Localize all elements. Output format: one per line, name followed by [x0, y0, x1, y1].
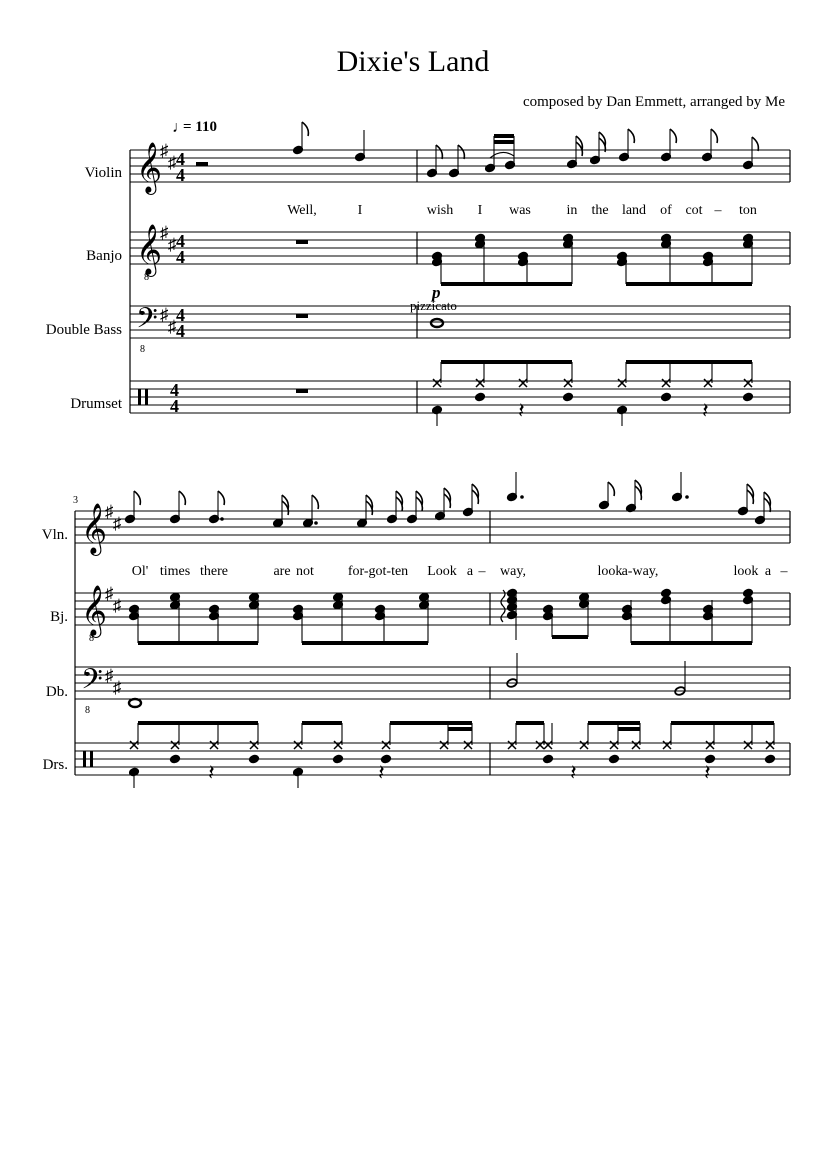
staff — [130, 150, 790, 182]
lyric-syllable: Well, — [287, 203, 317, 218]
whole-rest-icon — [296, 389, 308, 393]
note-flag — [711, 129, 717, 143]
sharp-icon: ♯ — [160, 223, 169, 242]
time-signature-bottom: 4 — [176, 247, 185, 267]
augmentation-dot — [520, 495, 524, 499]
lyric-syllable: not — [296, 564, 314, 579]
percussion-clef-icon — [145, 389, 148, 405]
lyric-syllable: Ol' — [131, 564, 149, 579]
notehead — [563, 392, 574, 402]
staff — [75, 511, 790, 543]
lyric-syllable: cot — [685, 203, 703, 218]
staff — [75, 743, 790, 775]
cymbal-notehead-icon — [706, 741, 714, 749]
quarter-rest-icon: 𝄽 — [518, 398, 525, 423]
notehead — [475, 392, 486, 402]
note-flag — [628, 129, 634, 143]
note-beam — [448, 727, 472, 731]
whole-rest-icon — [296, 240, 308, 244]
staff — [75, 593, 790, 625]
cymbal-notehead-icon — [171, 741, 179, 749]
quarter-rest-icon: 𝄽 — [570, 760, 577, 785]
note-beam — [588, 721, 640, 725]
cymbal-notehead-icon — [519, 379, 527, 387]
lyric-syllable: the — [591, 203, 609, 218]
lyric-syllable: are — [273, 564, 291, 579]
lyric-syllable: Look — [427, 564, 457, 579]
cymbal-notehead-icon — [464, 741, 472, 749]
instrument-name-double-bass: Double Bass — [45, 322, 122, 338]
cymbal-notehead-icon — [766, 741, 774, 749]
cymbal-notehead-icon — [744, 379, 752, 387]
note-flag — [608, 482, 614, 496]
lyric-syllable: times — [159, 564, 191, 579]
sharp-icon: ♯ — [105, 584, 114, 603]
cymbal-notehead-icon — [210, 741, 218, 749]
treble-clef-icon: 𝄞 — [136, 143, 163, 192]
augmentation-dot — [685, 495, 689, 499]
time-signature-top: 4 — [176, 231, 185, 251]
percussion-clef-icon — [90, 751, 93, 767]
cymbal-notehead-icon — [610, 741, 618, 749]
cymbal-notehead-icon — [334, 741, 342, 749]
sharp-icon: ♯ — [168, 153, 177, 172]
technique-marking: pizzicato — [410, 298, 457, 313]
percussion-clef-icon — [83, 751, 86, 767]
staff — [130, 381, 790, 413]
lyric-syllable: a — [764, 564, 772, 579]
quarter-rest-icon: 𝄽 — [704, 760, 711, 785]
quarter-rest-icon: 𝄽 — [208, 760, 215, 785]
percussion-clef-icon — [138, 389, 141, 405]
measure-number: 3 — [73, 495, 78, 506]
note-beam — [626, 282, 752, 286]
lyric-syllable: – — [478, 564, 486, 579]
lyrics-layer — [132, 203, 789, 579]
note-flag — [218, 491, 224, 505]
dynamic-marking: p — [432, 283, 441, 302]
cymbal-notehead-icon — [476, 379, 484, 387]
sharp-icon: ♯ — [168, 317, 177, 336]
augmentation-dot — [220, 517, 224, 521]
instrument-name-violin: Violin — [84, 165, 122, 181]
note-beam — [494, 140, 514, 144]
sharp-icon: ♯ — [160, 141, 169, 160]
cymbal-notehead-icon — [536, 741, 544, 749]
lyric-syllable: – — [780, 564, 788, 579]
bass-clef-icon: 𝄢 — [81, 665, 103, 702]
sharp-icon: ♯ — [113, 596, 122, 615]
cymbal-notehead-icon — [433, 379, 441, 387]
note-beam — [302, 641, 428, 645]
octave-mark: 8 — [85, 705, 90, 716]
treble-clef-icon: 𝄞 — [81, 586, 108, 635]
treble-clef-icon: 𝄞 — [136, 225, 163, 274]
note-beam — [516, 721, 544, 725]
treble-clef-icon: 𝄞 — [81, 504, 108, 553]
notehead — [543, 754, 554, 764]
notehead — [765, 754, 776, 764]
cymbal-notehead-icon — [294, 741, 302, 749]
notehead — [333, 754, 344, 764]
lyric-syllable: look — [597, 564, 623, 579]
quarter-rest-icon: 𝄽 — [702, 398, 709, 423]
cymbal-notehead-icon — [580, 741, 588, 749]
staff — [130, 306, 790, 338]
tempo-marking: = 110 — [183, 119, 217, 135]
sharp-icon: ♯ — [113, 514, 122, 533]
octave-mark: 8 — [140, 344, 145, 355]
lyric-syllable: – — [714, 203, 722, 218]
cymbal-notehead-icon — [250, 741, 258, 749]
time-signature-bottom: 4 — [176, 165, 185, 185]
note-beam — [494, 134, 514, 138]
lyric-syllable: for-got-ten — [347, 564, 409, 579]
notehead — [170, 754, 181, 764]
cymbal-notehead-icon — [618, 379, 626, 387]
instrument-abbr-double-bass: Db. — [45, 684, 68, 700]
instrument-abbr-violin: Vln. — [41, 527, 68, 543]
cymbal-notehead-icon — [130, 741, 138, 749]
sharp-icon: ♯ — [168, 235, 177, 254]
lyric-syllable: wish — [426, 203, 454, 218]
note-beam — [302, 721, 342, 725]
lyric-syllable: look — [733, 564, 759, 579]
lyric-syllable: a-way, — [621, 564, 659, 579]
notes-layer — [125, 122, 776, 788]
lyric-syllable: I — [477, 203, 483, 218]
whole-note — [431, 319, 443, 327]
note-flag — [302, 122, 308, 136]
cymbal-notehead-icon — [663, 741, 671, 749]
instrument-abbr-banjo: Bj. — [50, 609, 68, 625]
note-flag — [179, 491, 185, 505]
note-flag — [134, 491, 140, 505]
cymbal-notehead-icon — [544, 741, 552, 749]
quarter-rest-icon: 𝄽 — [378, 760, 385, 785]
tempo-note-icon: ♩ — [172, 119, 188, 136]
note-beam — [618, 727, 640, 731]
note-flag — [752, 137, 758, 151]
instrument-abbr-drumset: Drs. — [42, 757, 68, 773]
time-signature-top: 4 — [176, 149, 185, 169]
time-signature-bottom: 4 — [170, 396, 179, 416]
cymbal-notehead-icon — [704, 379, 712, 387]
sharp-icon: ♯ — [105, 666, 114, 685]
augmentation-dot — [314, 521, 318, 525]
lyric-syllable: of — [660, 203, 672, 218]
time-signature-top: 4 — [170, 380, 179, 400]
note-beam — [626, 360, 752, 364]
cymbal-notehead-icon — [440, 741, 448, 749]
note-flag — [312, 495, 318, 509]
sharp-icon: ♯ — [105, 502, 114, 521]
notehead — [249, 754, 260, 764]
sharp-icon: ♯ — [113, 678, 122, 697]
cymbal-notehead-icon — [508, 741, 516, 749]
note-beam — [552, 635, 588, 639]
staves-layer — [75, 141, 790, 775]
cymbal-notehead-icon — [632, 741, 640, 749]
instrument-name-drumset: Drumset — [70, 396, 122, 412]
note-beam — [671, 721, 774, 725]
time-signature-bottom: 4 — [176, 321, 185, 341]
note-beam — [441, 360, 572, 364]
lyric-syllable: in — [566, 203, 578, 218]
notehead — [661, 392, 672, 402]
note-beam — [631, 641, 752, 645]
staff — [130, 232, 790, 264]
lyric-syllable: a — [466, 564, 474, 579]
whole-note — [129, 699, 141, 707]
cymbal-notehead-icon — [662, 379, 670, 387]
composer-credit: composed by Dan Emmett, arranged by Me — [522, 94, 785, 110]
lyric-syllable: land — [621, 203, 647, 218]
lyric-syllable: was — [509, 203, 531, 218]
sharp-icon: ♯ — [160, 305, 169, 324]
lyric-syllable: I — [357, 203, 363, 218]
note-beam — [138, 641, 258, 645]
note-flag — [670, 129, 676, 143]
notehead — [609, 754, 620, 764]
whole-rest-icon — [296, 314, 308, 318]
lyric-syllable: there — [200, 564, 228, 579]
lyric-syllable: ton — [739, 203, 757, 218]
time-signature-top: 4 — [176, 305, 185, 325]
note-flag — [436, 145, 442, 159]
cymbal-notehead-icon — [744, 741, 752, 749]
note-beam — [441, 282, 572, 286]
octave-mark: 8 — [89, 633, 94, 644]
bass-clef-icon: 𝄢 — [136, 304, 158, 341]
lyric-syllable: way, — [500, 564, 526, 579]
note-beam — [390, 721, 472, 725]
notehead — [743, 392, 754, 402]
instrument-name-banjo: Banjo — [86, 248, 122, 264]
score-title: Dixie's Land — [336, 45, 490, 78]
half-rest-icon — [196, 162, 208, 166]
cymbal-notehead-icon — [564, 379, 572, 387]
note-beam — [138, 721, 258, 725]
note-flag — [458, 145, 464, 159]
cymbal-notehead-icon — [382, 741, 390, 749]
octave-mark: 8 — [144, 272, 149, 283]
